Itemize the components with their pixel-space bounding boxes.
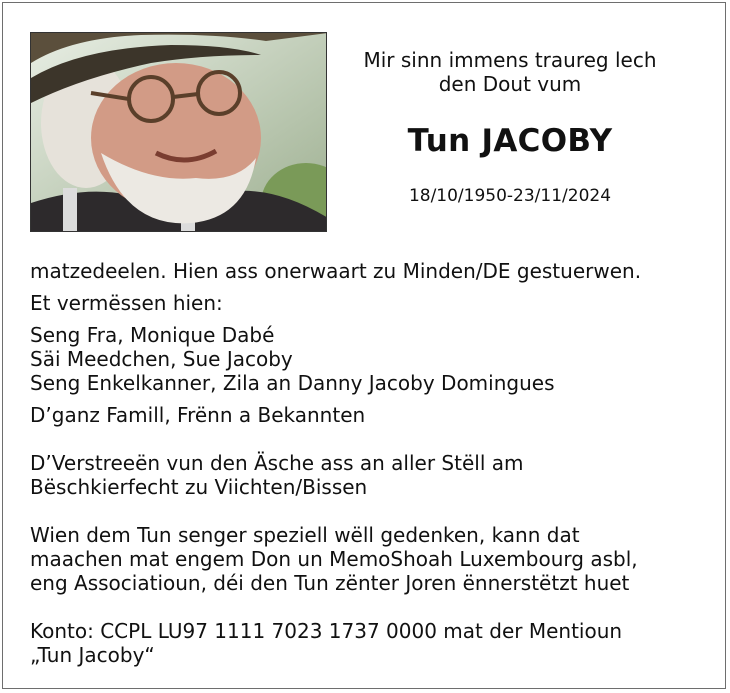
mourner-line: Seng Enkelkanner, Zila an Danny Jacoby Domingues: [30, 371, 555, 395]
donation-line: eng Associatioun, déi den Tun zënter Joren ënnerstëtzt huet: [30, 571, 630, 595]
intro-text: [360, 48, 660, 96]
account-line: Konto: CCPL LU97 1111 7023 1737 0000 mat der Mentioun: [30, 619, 623, 643]
life-dates: 18/10/1950-23/11/2024: [408, 186, 612, 206]
announcement-line: matzedeelen. Hien ass onerwaart zu Minden/DE gestuerwen.: [30, 259, 642, 283]
donation-line: Wien dem Tun senger speziell wëll gedenken, kann dat: [30, 523, 580, 547]
ashes-line: D’Verstreeën vun den Äsche ass an aller Stëll am: [30, 451, 524, 475]
mourner-line: D’ganz Famill, Frënn a Bekannten: [30, 403, 366, 427]
donation-line: maachen mat engem Don un MemoShoah Luxembourg asbl,: [30, 547, 638, 571]
mourner-line: Säi Meedchen, Sue Jacoby: [30, 347, 293, 371]
account-mention: „Tun Jacoby“: [30, 643, 155, 667]
mourners-heading: Et vermëssen hien:: [30, 291, 223, 315]
mourner-line: Seng Fra, Monique Dabé: [30, 323, 275, 347]
intro-line: Mir sinn immens traureg lech: [363, 48, 657, 72]
ashes-line: Bëschkierfecht zu Viichten/Bissen: [30, 475, 368, 499]
deceased-name: Tun JACOBY: [407, 123, 613, 159]
intro-line: den Dout vum: [438, 72, 582, 96]
portrait-photo: [30, 32, 327, 232]
notice-body: [30, 259, 710, 667]
